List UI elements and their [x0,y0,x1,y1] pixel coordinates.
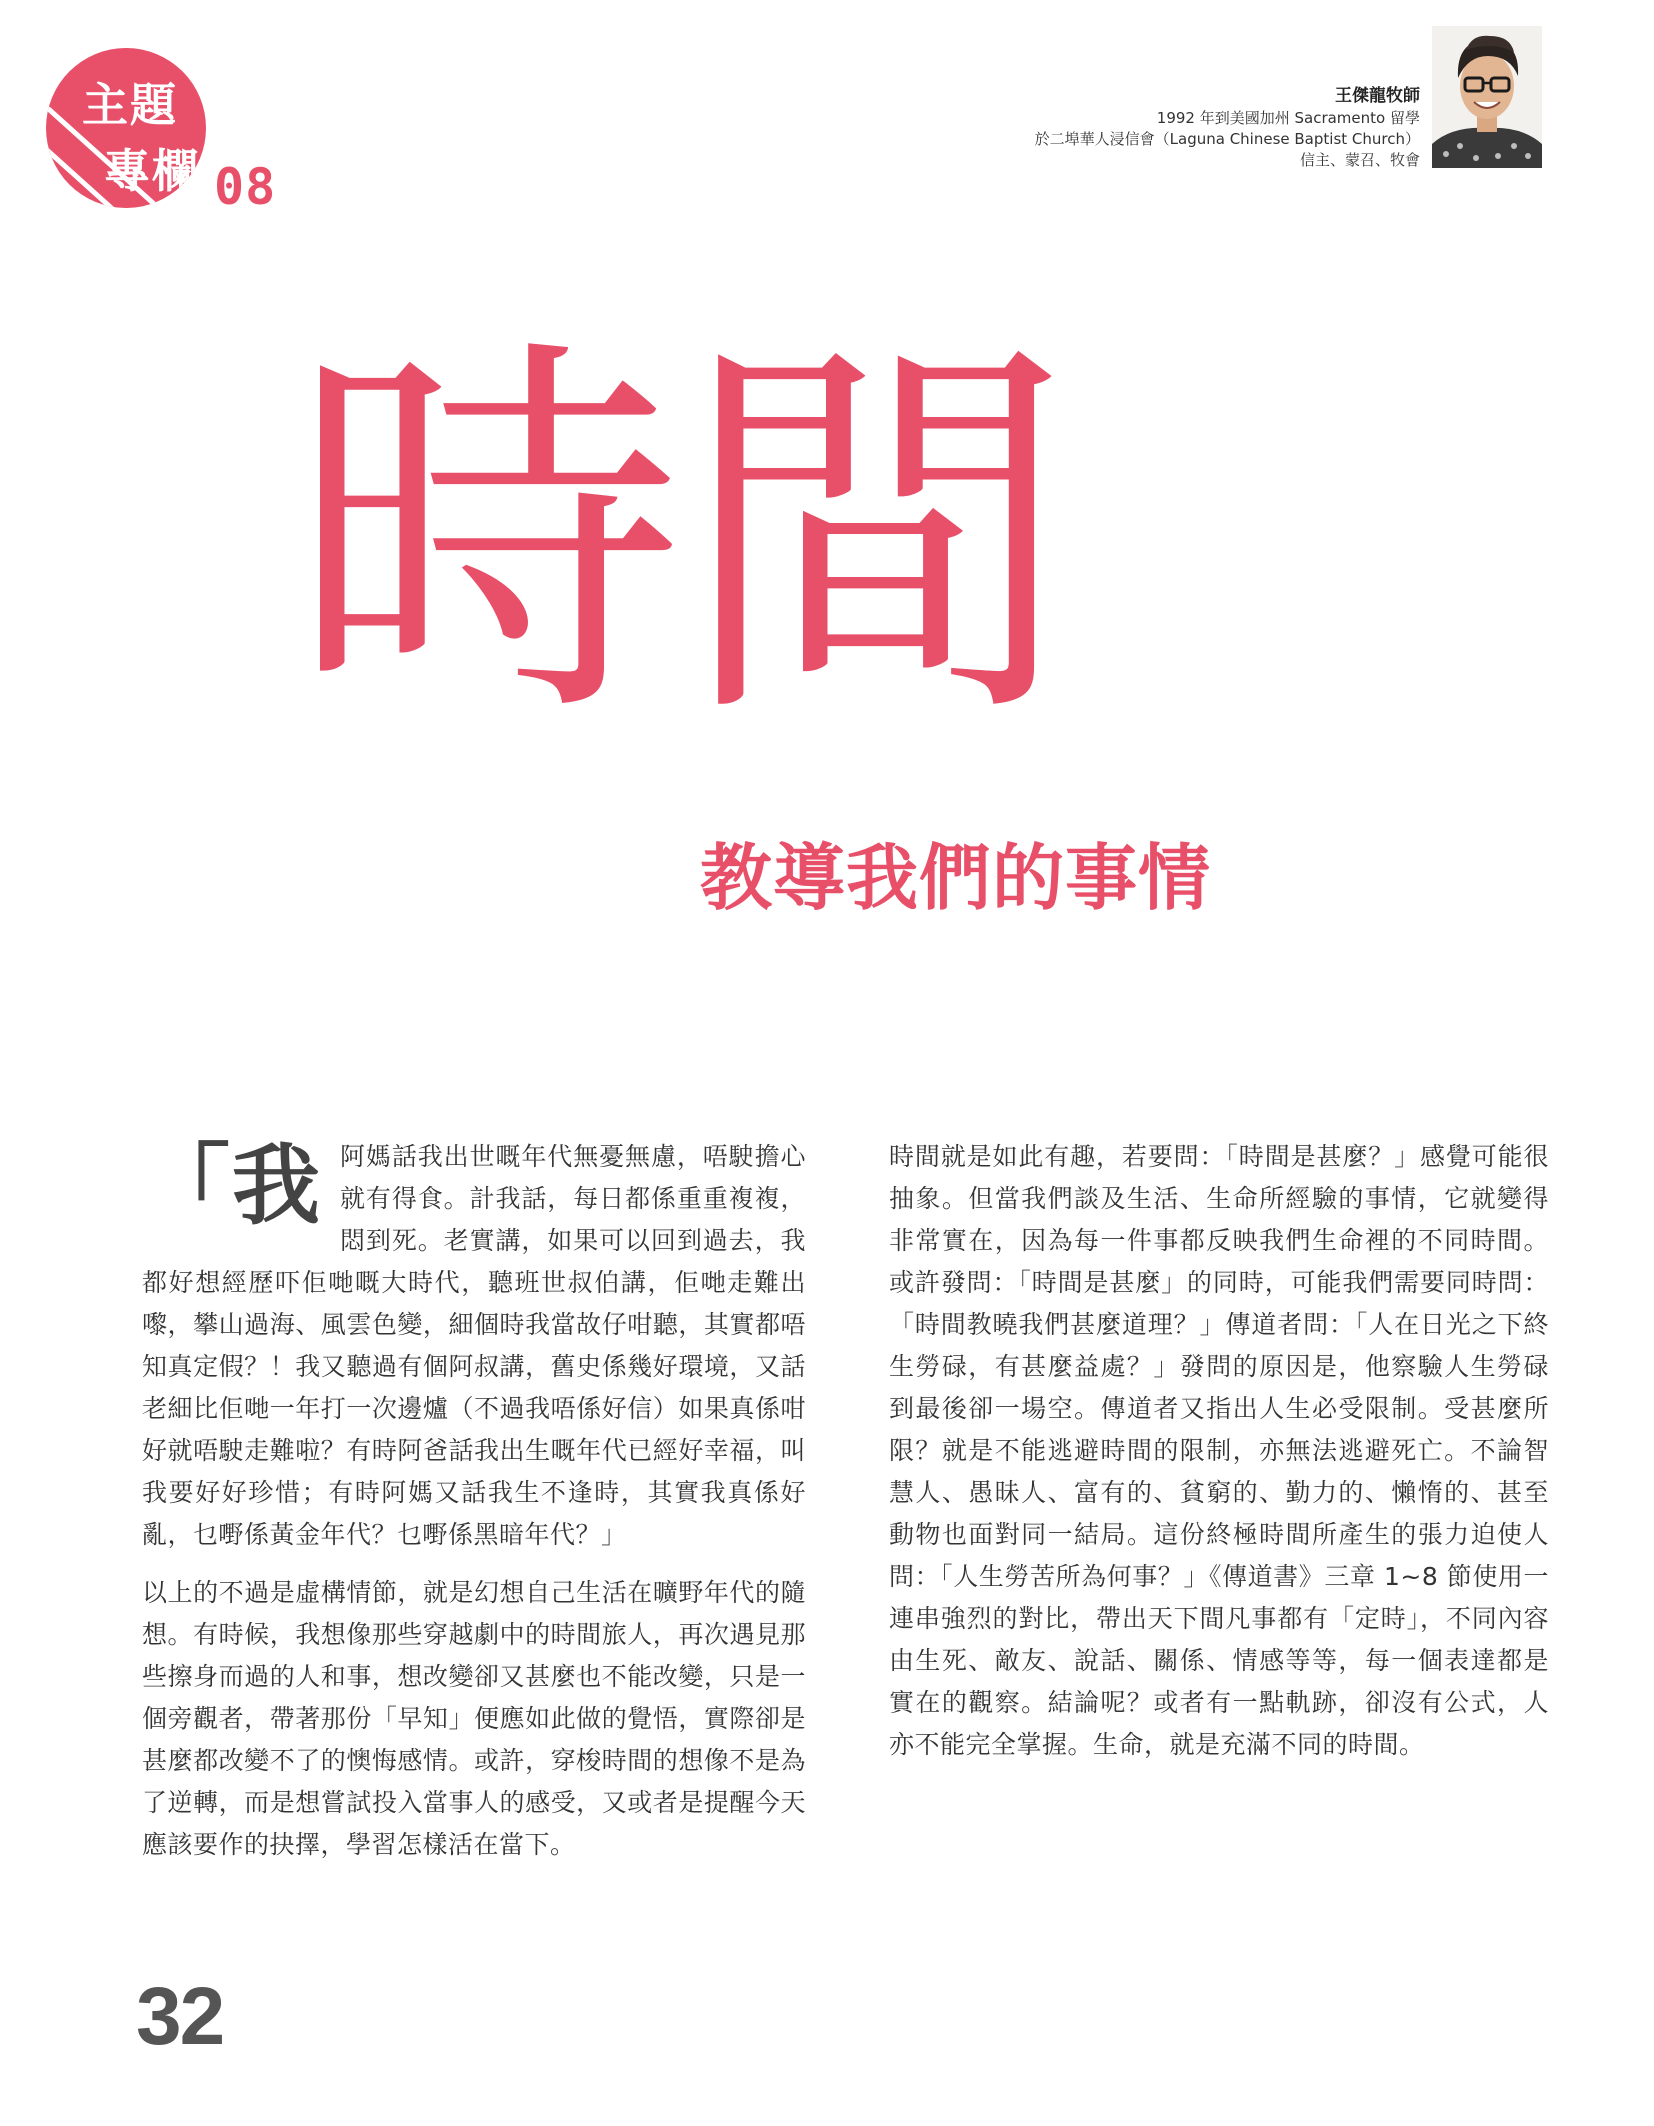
page-number: 32 [136,1971,224,2062]
paragraph: 以上的不過是虛構情節，就是幻想自己生活在曠野年代的隨想。有時候，我想像那些穿越劇中的時間旅人，再次遇見那些擦身而過的人和事，想改變卻又甚麼也不能改變，只是一個旁觀者，帶著那份「早知」便應如此做的覺悟，實際卻是甚麼都改變不了的懊悔感情。或許，穿梭時間的想像不是為了逆轉，而是想嘗試投入當事人的感受，又或者是提醒今天應該要作的抉擇，學習怎樣活在當下。 [142,1578,806,1859]
article-title: 時間 [290,307,1068,767]
paragraph-text: 阿媽話我出世嘅年代無憂無慮，唔駛擔心就有得食。計我話，每日都係重重複複，悶到死。老實講，如果可以回到過去，我都好想經歷吓佢哋嘅大時代，聽班世叔伯講，佢哋走難出嚟，攀山過海、風雲色變，細個時我當故仔咁聽，其實都唔知真定假？！我又聽過有個阿叔講，舊史係幾好環境，又話老細比佢哋一年打一次邊爐（不過我唔係好信）如果真係咁好就唔駛走難啦？有時阿爸話我出生嘅年代已經好幸福，叫我要好好珍惜；有時阿媽又話我生不逢時，其實我真係好亂，乜嘢係黃金年代？乜嘢係黑暗年代？」 [142,1142,806,1549]
right-column [889,1136,1549,1766]
author-bio-line: 於二埠華人浸信會（Laguna Chinese Baptist Church） [1034,130,1420,148]
issue-number: 08 [214,158,277,216]
author-name: 王傑龍牧師 [1335,86,1420,106]
badge-label-line1: 主題 [82,78,178,132]
author-bio-line: 信主、蒙召、牧會 [1299,151,1420,169]
paragraph: 時間就是如此有趣，若要問：「時間是甚麼？」感覺可能很抽象。但當我們談及生活、生命所經驗的事情，它就變得非常實在，因為每一件事都反映我們生命裡的不同時間。或許發問：「時間是甚麼」的同時，可能我們需要同時問：「時間教曉我們甚麼道理？」傳道者問：「人在日光之下終生勞碌，有甚麼益處？」發問的原因是，他察驗人生勞碌到最後卻一場空。傳道者又指出人生必受限制。受甚麼所限？就是不能逃避時間的限制，亦無法逃避死亡。不論智慧人、愚昧人、富有的、貧窮的、勤力的、懶惰的、甚至動物也面對同一結局。這份終極時間所產生的張力迫使人問：「人生勞苦所為何事？」《傳道書》三章 1~8 節使用一連串強烈的對比，帶出天下間凡事都有「定時」，不同內容由生死、敵友、說話、關係、情感等等，每一個表達都是實在的觀察。結論呢？或者有一點軌跡，卻沒有公式，人亦不能完全掌握。生命，就是充滿不同的時間。 [889,1142,1549,1759]
left-column [142,1136,806,1866]
author-block [1035,84,1420,171]
dropcap: 「我 [142,1134,323,1237]
section-badge [46,48,206,208]
article-subtitle: 教導我們的事情 [700,836,1212,920]
author-photo [1432,26,1542,168]
paragraph [142,1136,806,1556]
badge-label-line2: 專欄 [104,144,200,198]
author-portrait-icon [1432,26,1542,168]
author-bio-line: 1992 年到美國加州 Sacramento 留學 [1156,109,1420,127]
